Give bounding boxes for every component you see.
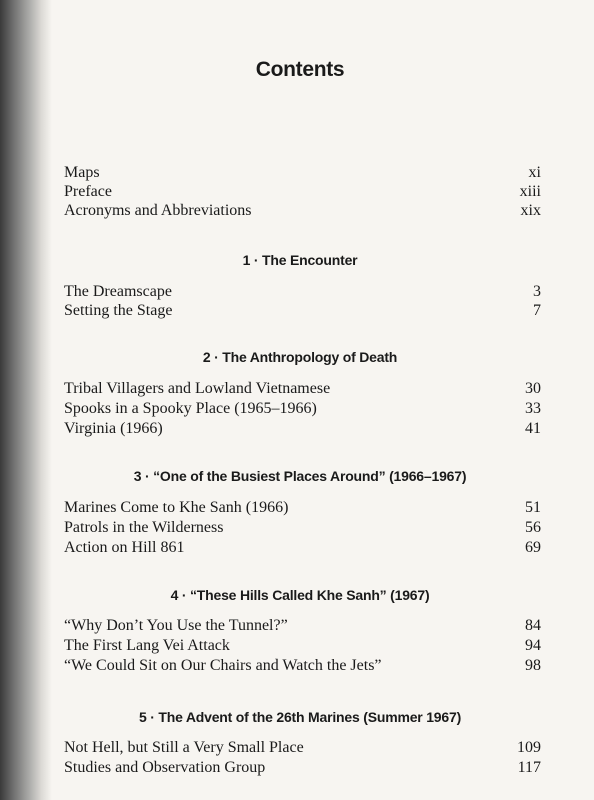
toc-entry-label: Tribal Villagers and Lowland Vietnamese bbox=[64, 380, 331, 397]
toc-entry-page: 51 bbox=[525, 499, 541, 516]
toc-entry-label: Marines Come to Khe Sanh (1966) bbox=[64, 499, 289, 516]
toc-entry[interactable] bbox=[64, 201, 541, 220]
toc-entry-page: 56 bbox=[525, 519, 541, 536]
toc-entry-label: Virginia (1966) bbox=[64, 420, 163, 437]
toc-entry-page: 33 bbox=[525, 400, 541, 417]
toc-entry[interactable] bbox=[64, 163, 541, 182]
toc-entry-page: 30 bbox=[525, 380, 541, 397]
toc-entry[interactable] bbox=[64, 656, 541, 675]
toc-entry-page: 117 bbox=[517, 759, 541, 776]
toc-entry-label: Acronyms and Abbreviations bbox=[64, 202, 252, 219]
toc-entry[interactable] bbox=[64, 758, 541, 777]
toc-entry-page: 84 bbox=[525, 617, 541, 634]
toc-entry[interactable] bbox=[64, 419, 541, 438]
toc-entry-label: Setting the Stage bbox=[64, 302, 173, 319]
toc-entry[interactable] bbox=[64, 301, 541, 320]
chapter-heading: 3 · “One of the Busiest Places Around” (1966–1967) bbox=[133, 468, 467, 484]
chapter-heading: 2 · The Anthropology of Death bbox=[202, 349, 398, 365]
toc-entry-page: xix bbox=[520, 202, 541, 219]
toc-entry-label: The First Lang Vei Attack bbox=[64, 637, 230, 654]
toc-entry-page: 3 bbox=[533, 283, 541, 300]
toc-entry[interactable] bbox=[64, 182, 541, 201]
toc-entry-label: Studies and Observation Group bbox=[64, 759, 266, 776]
page-title: Contents bbox=[255, 58, 345, 81]
toc-entry[interactable] bbox=[64, 518, 541, 537]
toc-entry[interactable] bbox=[64, 538, 541, 557]
toc-entry-page: 41 bbox=[525, 420, 541, 437]
toc-entry-page: 94 bbox=[525, 637, 541, 654]
chapter-heading: 4 · “These Hills Called Khe Sanh” (1967) bbox=[170, 587, 430, 603]
toc-entry-label: Patrols in the Wilderness bbox=[64, 519, 224, 536]
toc-entry-page: 7 bbox=[533, 302, 541, 319]
chapter-heading: 5 · The Advent of the 26th Marines (Summer 1967) bbox=[138, 709, 462, 725]
toc-entry-label: “We Could Sit on Our Chairs and Watch the Jets” bbox=[64, 657, 382, 674]
toc-entry-label: Maps bbox=[64, 164, 100, 181]
toc-entry[interactable] bbox=[64, 636, 541, 655]
chapter-heading: 1 · The Encounter bbox=[242, 252, 358, 268]
toc-entry-label: Preface bbox=[64, 183, 112, 200]
toc-entry[interactable] bbox=[64, 498, 541, 517]
toc-entry-label: Not Hell, but Still a Very Small Place bbox=[64, 739, 304, 756]
toc-entry[interactable] bbox=[64, 379, 541, 398]
toc-entry-page: 98 bbox=[525, 657, 541, 674]
toc-entry-label: Spooks in a Spooky Place (1965–1966) bbox=[64, 400, 317, 417]
toc-entry[interactable] bbox=[64, 616, 541, 635]
toc-entry-page: 69 bbox=[525, 539, 541, 556]
toc-entry[interactable] bbox=[64, 399, 541, 418]
toc-entry[interactable] bbox=[64, 738, 541, 757]
toc-entry-label: The Dreamscape bbox=[64, 283, 172, 300]
toc-entry-page: 109 bbox=[517, 739, 541, 756]
toc-entry-label: “Why Don’t You Use the Tunnel?” bbox=[64, 617, 288, 634]
toc-entry-page: xiii bbox=[519, 183, 541, 200]
toc-entry-label: Action on Hill 861 bbox=[64, 539, 185, 556]
toc-entry-page: xi bbox=[528, 164, 541, 181]
toc-entry[interactable] bbox=[64, 282, 541, 301]
